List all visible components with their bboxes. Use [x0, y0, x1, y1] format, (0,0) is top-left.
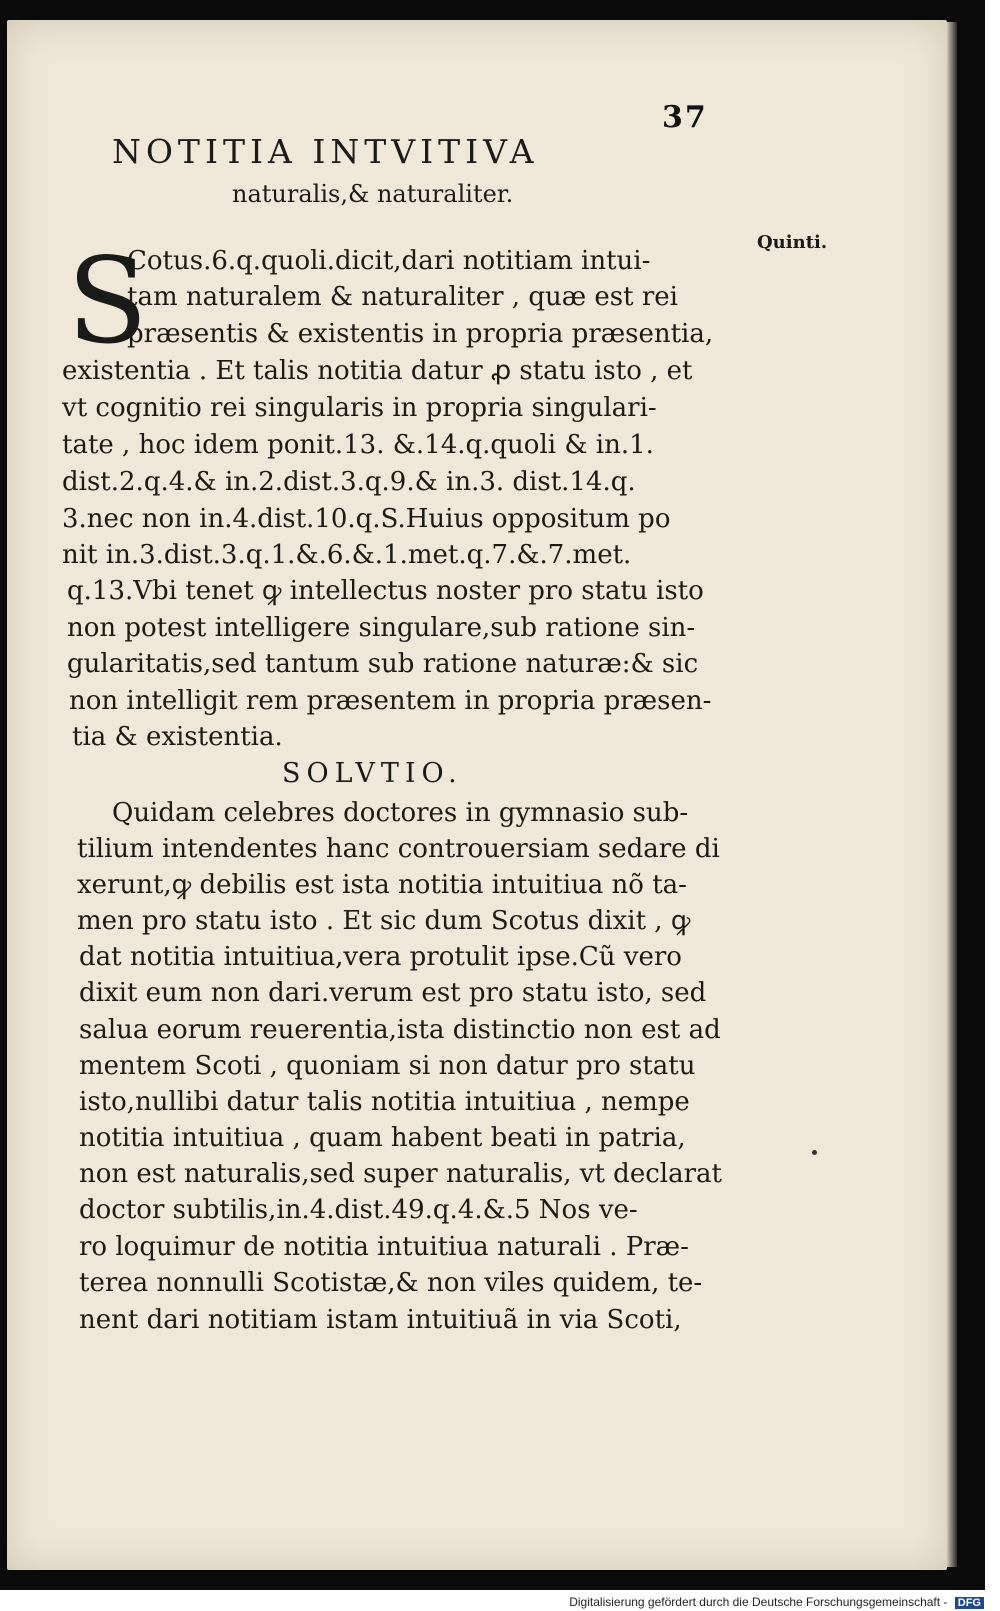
- text-line: salua eorum reuerentia,ista distinctio non est ad: [79, 1015, 721, 1045]
- text-line: dat notitia intuitiua,vera protulit ipse.Cũ vero: [79, 942, 682, 972]
- text-line: men pro statu isto . Et sic dum Scotus dixit , ꝙ: [77, 906, 691, 936]
- book-page: [7, 20, 947, 1570]
- text-line: tam naturalem & naturaliter , quæ est rei: [127, 282, 678, 312]
- text-line: notitia intuitiua , quam habent beati in patria,: [79, 1123, 686, 1153]
- text-line: mentem Scoti , quoniam si non datur pro statu: [79, 1051, 696, 1081]
- text-line: non est naturalis,sed super naturalis, vt declarat: [79, 1159, 722, 1189]
- text-line: vt cognitio rei singularis in propria singulari-: [62, 393, 657, 423]
- text-line: q.13.Vbi tenet ꝙ intellectus noster pro statu isto: [67, 576, 704, 606]
- footer-text: Digitalisierung gefördert durch die Deutsche Forschungsgemeinschaft -: [569, 1595, 948, 1609]
- page-number: 37: [662, 100, 708, 135]
- dfg-logo: DFG: [955, 1597, 984, 1609]
- text-line: præsentis & existentis in propria præsentia,: [127, 319, 714, 349]
- text-line: dixit eum non dari.verum est pro statu isto, sed: [79, 978, 707, 1008]
- text-line: tate , hoc idem ponit.13. &.14.q.quoli & in.1.: [62, 430, 654, 460]
- text-line: doctor subtilis,in.4.dist.49.q.4.&.5 Nos ve-: [79, 1195, 638, 1225]
- text-line: nit in.3.dist.3.q.1.&.6.&.1.met.q.7.&.7.met.: [62, 540, 632, 570]
- text-line: dist.2.q.4.& in.2.dist.3.q.9.& in.3. dist.14.q.: [62, 467, 636, 497]
- text-line: terea nonnulli Scotistæ,& non viles quidem, te-: [79, 1268, 703, 1298]
- text-line: existentia . Et talis notitia datur ꝓ statu isto , et: [62, 356, 693, 386]
- footer-credit: [569, 1595, 984, 1609]
- text-line: non intelligit rem præsentem in propria præsen-: [69, 686, 712, 716]
- text-line: nent dari notitiam istam intuitiuã in via Scoti,: [79, 1305, 682, 1335]
- text-line: Quidam celebres doctores in gymnasio sub-: [112, 798, 689, 828]
- text-line: tilium intendentes hanc controuersiam sedare di: [77, 834, 720, 864]
- text-line: tia & existentia.: [72, 722, 283, 752]
- page-edge: [947, 22, 957, 1567]
- running-head: NOTITIA INTVITIVA: [112, 132, 539, 171]
- text-line: ro loquimur de notitia intuitiua naturali . Præ-: [79, 1232, 689, 1262]
- text-line: xerunt,ꝙ debilis est ista notitia intuitiua nõ ta-: [77, 870, 687, 900]
- section-heading: SOLVTIO.: [282, 758, 463, 789]
- drop-initial: S: [67, 232, 148, 370]
- subheading: naturalis,& naturaliter.: [232, 180, 514, 208]
- text-line: non potest intelligere singulare,sub ratione sin-: [67, 613, 696, 643]
- ink-speck: [812, 1150, 817, 1155]
- text-line: isto,nullibi datur talis notitia intuitiua , nempe: [79, 1087, 690, 1117]
- margin-note: Quinti.: [757, 232, 828, 253]
- text-line: gularitatis,sed tantum sub ratione naturæ:& sic: [67, 649, 699, 679]
- text-line: 3.nec non in.4.dist.10.q.S.Huius oppositum po: [62, 504, 671, 534]
- text-line: Cotus.6.q.quoli.dicit,dari notitiam intui-: [127, 246, 651, 276]
- body-text: [7, 20, 947, 1570]
